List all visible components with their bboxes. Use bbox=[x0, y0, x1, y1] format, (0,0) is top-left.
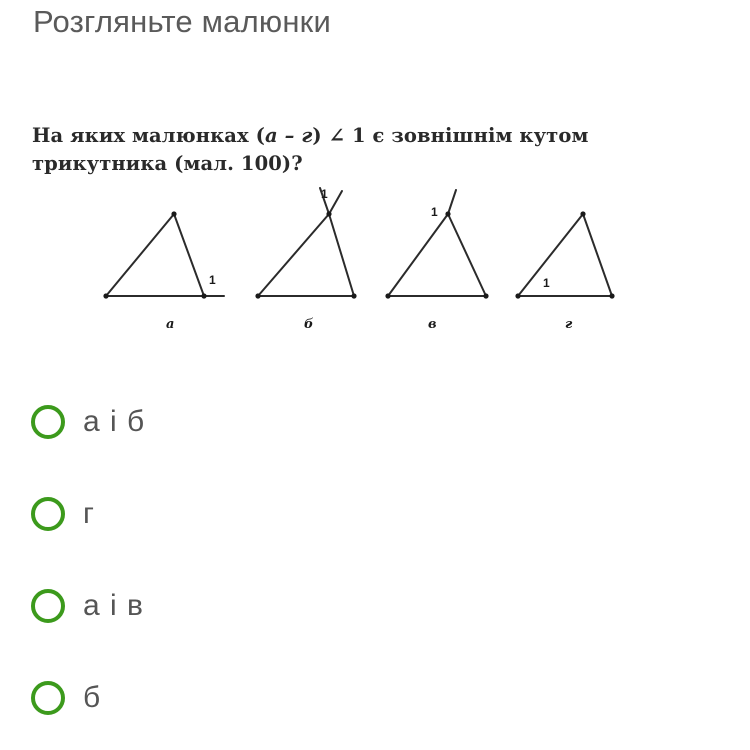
caption-g: г bbox=[565, 317, 573, 332]
option-1[interactable] bbox=[31, 398, 145, 446]
option-label: г bbox=[83, 497, 95, 530]
radio-button[interactable] bbox=[31, 405, 65, 439]
caption-a: а bbox=[166, 317, 175, 332]
triangle-g bbox=[518, 214, 612, 296]
radio-button[interactable] bbox=[31, 681, 65, 715]
question-range: а – г bbox=[264, 124, 313, 147]
triangle-b bbox=[258, 188, 354, 296]
caption-b: б bbox=[304, 317, 314, 332]
radio-button[interactable] bbox=[31, 497, 65, 531]
caption-v: в bbox=[428, 317, 437, 332]
option-label: а і б bbox=[83, 405, 146, 438]
option-2[interactable] bbox=[31, 490, 95, 538]
question-image bbox=[28, 118, 638, 338]
page-title: Розгляньте малюнки bbox=[33, 4, 331, 39]
question-prefix: На яких малюнках ( bbox=[32, 124, 265, 147]
triangle-a bbox=[106, 214, 224, 296]
angle-label-a: 1 bbox=[209, 273, 216, 287]
option-3[interactable] bbox=[31, 582, 144, 630]
angle-label-g: 1 bbox=[543, 276, 550, 290]
angle-label-v: 1 bbox=[431, 205, 438, 219]
option-label: а і в bbox=[83, 589, 144, 622]
question-suffix: ) ∠ 1 є зовнішнім кутом bbox=[312, 124, 589, 147]
triangles-diagram bbox=[28, 118, 638, 338]
angle-label-b: 1 bbox=[321, 187, 328, 201]
question-text-line-2: трикутника (мал. 100)? bbox=[32, 152, 303, 175]
option-4[interactable] bbox=[31, 674, 101, 722]
option-label: б bbox=[83, 681, 102, 714]
radio-button[interactable] bbox=[31, 589, 65, 623]
